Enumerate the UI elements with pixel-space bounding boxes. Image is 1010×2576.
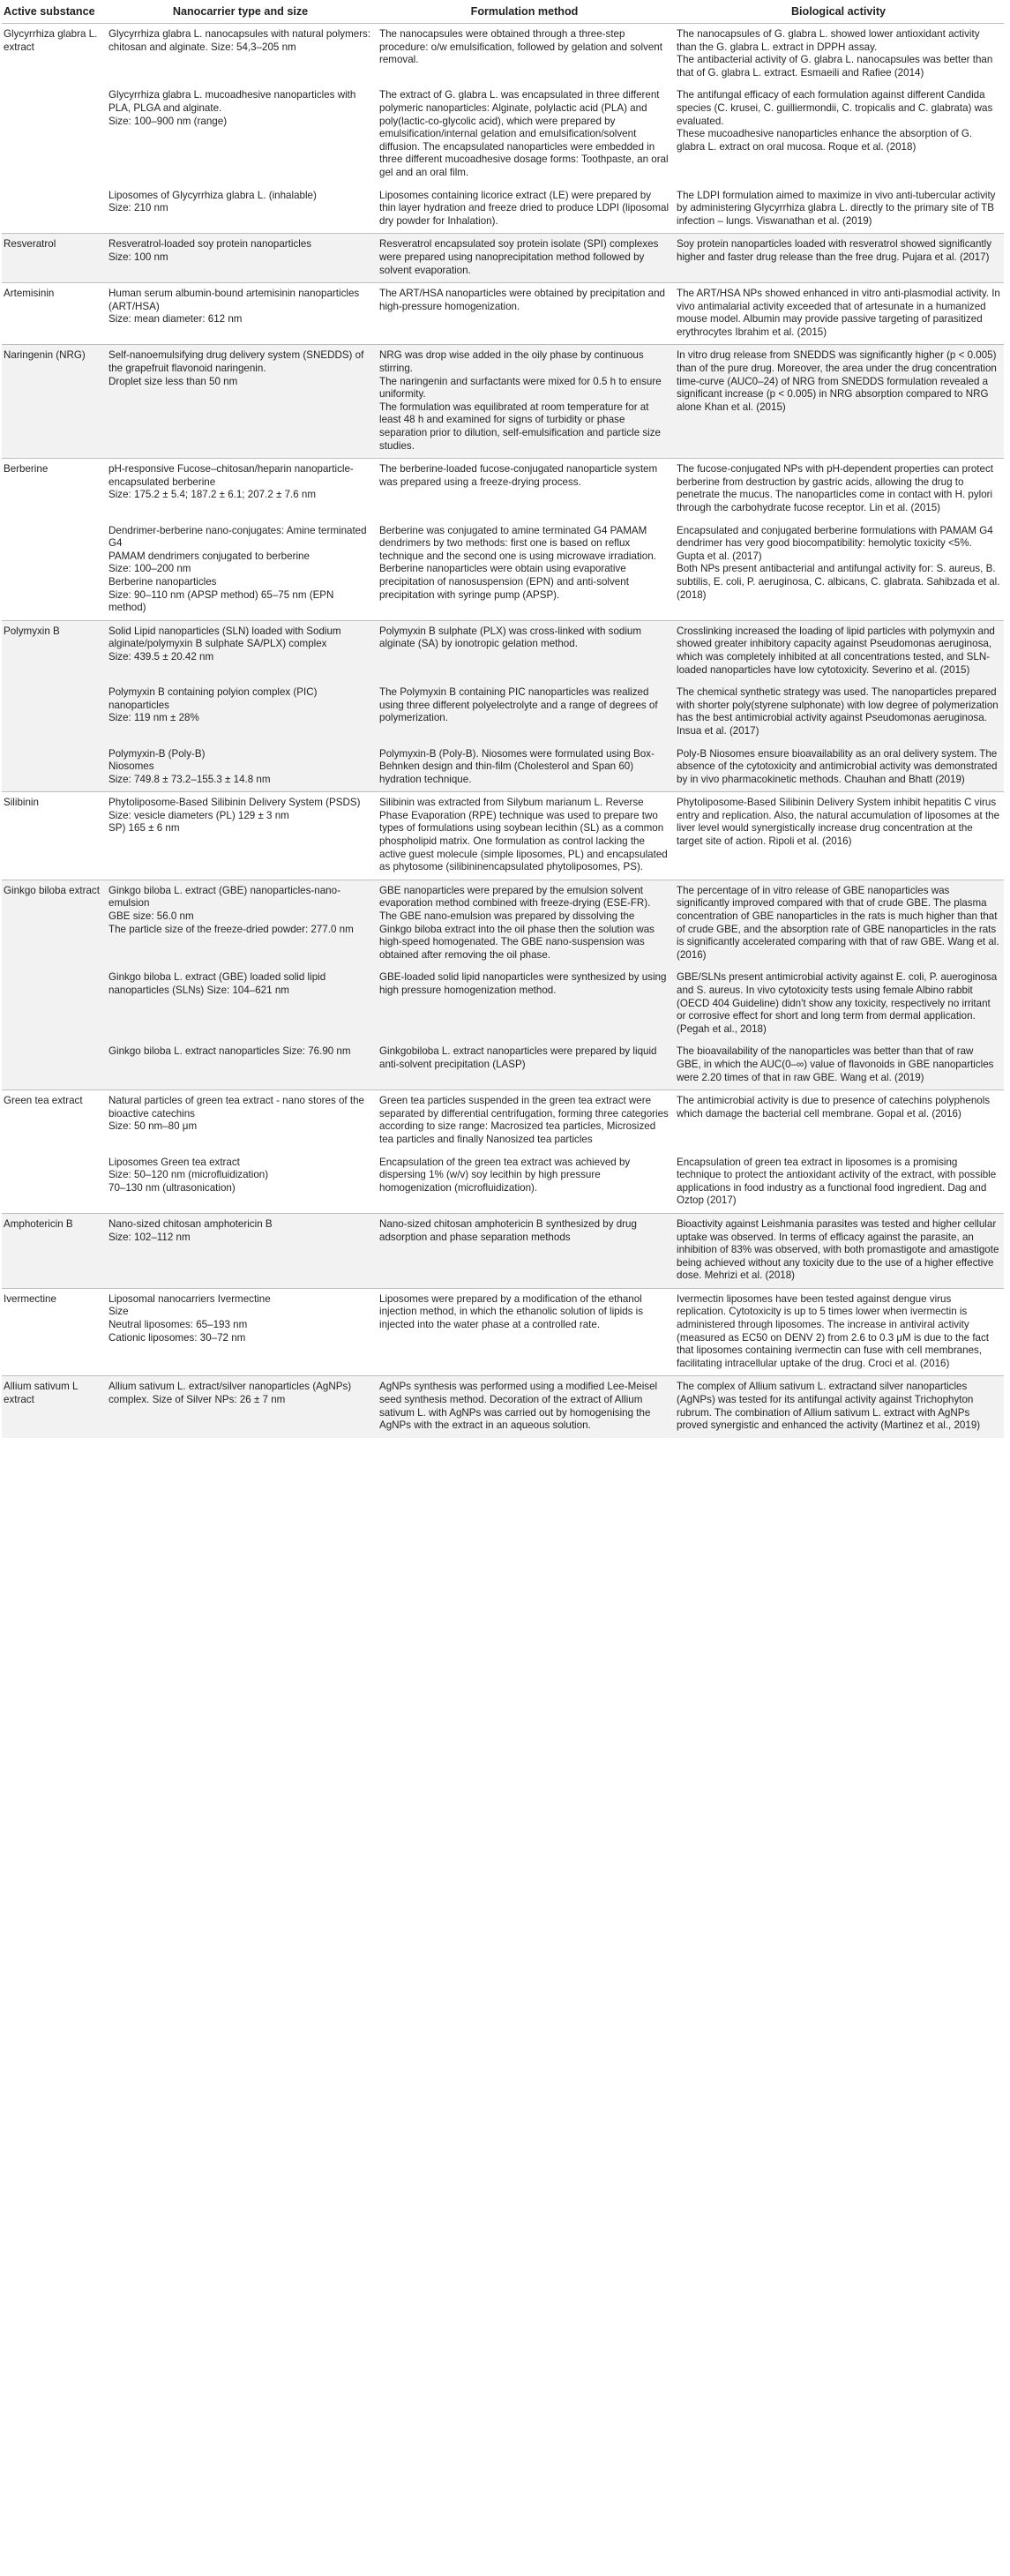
cell-paragraph: The antifungal efficacy of each formulation against different Candida species (C. krusei, C. guilliermondii, C. tropicalis and C. glabrata) was evaluated. — [677, 89, 993, 127]
table-body — [2, 24, 1004, 1438]
cell-nanocarrier — [105, 1213, 376, 1288]
cell-nanocarrier — [105, 792, 376, 880]
cell-paragraph: The antibacterial activity of G. glabra L. nanocapsules was better than that of G. glabra L. extract. Esmaeili and Rafiee (2014) — [677, 54, 993, 79]
cell-paragraph: The chemical synthetic strategy was used. The nanoparticles prepared with shorter poly(styrene sulphonate) with low degree of polymerization has the best antimicrobial activity against Pseudomonas aeruginosa. Insua et al. (2017) — [677, 686, 999, 737]
cell-biological-activity — [673, 880, 1004, 967]
cell-active-substance: Ivermectine — [2, 1288, 105, 1376]
cell-paragraph: Size: 50–120 nm (microfluidization) — [108, 1169, 269, 1181]
cell-formulation-method — [376, 1041, 673, 1090]
cell-paragraph: Allium sativum L. extract/silver nanoparticles (AgNPs) complex. Size of Silver NPs: 26 ± 7 nm — [108, 1381, 352, 1406]
cell-paragraph: The naringenin and surfactants were mixed for 0.5 h to ensure uniformity. — [379, 375, 662, 401]
table-row — [2, 1376, 1004, 1438]
cell-paragraph: The particle size of the freeze-dried powder: 277.0 nm — [108, 923, 354, 935]
header-row — [2, 0, 1004, 24]
cell-paragraph: Size: 50 nm–80 μm — [108, 1120, 198, 1133]
cell-formulation-method — [376, 880, 673, 967]
cell-paragraph: Resveratrol-loaded soy protein nanoparticles — [108, 238, 312, 251]
cell-paragraph: Poly-B Niosomes ensure bioavailability as an oral delivery system. The absence of the cytotoxicity and antimicrobial activity was demonstrated by in vivo pharmacokinetic methods. Chauhan and Bhatt (2019) — [677, 747, 998, 785]
cell-paragraph: The ART/HSA NPs showed enhanced in vitro anti-plasmodial activity. In vivo antimalarial activity exceeded that of artesunate in a humanized mouse model. Albumin may provide passive targeting of parasitized erythrocytes Ibrahim et al. (2015) — [677, 288, 1000, 338]
cell-nanocarrier — [105, 744, 376, 792]
cell-paragraph: Cationic liposomes: 30–72 nm — [108, 1331, 246, 1344]
table-row — [2, 744, 1004, 792]
cell-paragraph: Glycyrrhiza glabra L. nanocapsules with natural polymers: chitosan and alginate. Size: 54,3–205 nm — [108, 28, 371, 53]
cell-nanocarrier — [105, 880, 376, 967]
table-row — [2, 880, 1004, 967]
cell-paragraph: These mucoadhesive nanoparticles enhance the absorption of G. glabra L. extract on oral mucosa. Roque et al. (2018) — [677, 128, 973, 153]
cell-active-substance: Resveratrol — [2, 234, 105, 283]
cell-paragraph: The antimicrobial activity is due to presence of catechins polyphenols which damage the bacterial cell membrane. Gopal et al. (2016) — [677, 1095, 991, 1120]
cell-biological-activity — [673, 1090, 1004, 1152]
cell-paragraph: The bioavailability of the nanoparticles was better than that of raw GBE, in which the AUC(0–∞) value of flavonoids in GBE nanoparticles — [677, 1045, 994, 1070]
cell-active-substance: Allium sativum L extract — [2, 1376, 105, 1438]
table-row — [2, 345, 1004, 459]
cell-paragraph: separation prior to dilution, self-emulsification and particle size studies. — [379, 427, 661, 452]
cell-paragraph: The nanocapsules were obtained through a three-step procedure: o/w emulsification, followed by gelation and solvent removal. — [379, 28, 662, 66]
cell-paragraph: Liposomes containing licorice extract (LE) were prepared by thin layer hydration and freeze dried to produce LDPI (liposomal dry powder for Inhalation). — [379, 189, 670, 227]
cell-paragraph: The formulation was equilibrated at room temperature for at least 48 h and examined for signs of turbidity or phase — [379, 401, 649, 426]
cell-nanocarrier — [105, 85, 376, 184]
header-active-substance: Active substance — [2, 0, 105, 24]
cell-biological-activity — [673, 24, 1004, 86]
cell-paragraph: GBE/SLNs present antimicrobial activity against E. coli, P. aueroginosa and S. aureus. In vivo cytotoxicity tests using female Albino rabbit (OECD 404 Guideline) didn't show any toxicity, respectively no irritant or corrosive effect for short and long term from dermal application. (Pegah et al., 2018) — [677, 971, 998, 1035]
cell-paragraph: Neutral liposomes: 65–193 nm — [108, 1319, 248, 1331]
cell-paragraph: Green tea particles suspended in the green tea extract were separated by differential centrifugation, forming three categories according to size range: Macrosized tea particles, Microsized tea particles and finally Nanosized tea particles — [379, 1095, 669, 1145]
cell-active-substance — [2, 85, 105, 184]
table-row — [2, 185, 1004, 234]
cell-nanocarrier — [105, 1152, 376, 1214]
cell-paragraph: Size: 100–200 nm — [108, 563, 191, 575]
cell-paragraph: Size: 90–110 nm (APSP method) 65–75 nm (EPN method) — [108, 588, 334, 614]
cell-paragraph: Ginkgo biloba L. extract (GBE) nanoparticles-nano-emulsion — [108, 884, 340, 910]
cell-formulation-method — [376, 85, 673, 184]
cell-biological-activity — [673, 185, 1004, 234]
cell-paragraph: Droplet size less than 50 nm — [108, 375, 238, 387]
table-row — [2, 1288, 1004, 1376]
cell-paragraph: Resveratrol encapsulated soy protein isolate (SPI) complexes were prepared using nanoprecipitation method followed by solvent evaporation. — [379, 238, 659, 276]
cell-paragraph: The fucose-conjugated NPs with pH-dependent properties can protect berberine from destruction by gastric acids, allowing the drug to penetrate the mucus. The nanoparticles come in contact with H. pylori through the carbohydrate fucose receptor. Lin et al. (2015) — [677, 463, 993, 513]
cell-biological-activity — [673, 85, 1004, 184]
cell-paragraph: The LDPI formulation aimed to maximize in vivo anti-tubercular activity by administering Glycyrrhiza glabra L. directly to the primary site of TB infection – lungs. Viswanathan et al. (2019) — [677, 189, 996, 227]
cell-paragraph: Liposomes were prepared by a modification of the ethanol injection method, in which the ethanolic solution of lipids is injected into the water phase at a controlled rate. — [379, 1292, 644, 1331]
cell-paragraph: Liposomes of Glycyrrhiza glabra L. (inhalable) — [108, 189, 317, 201]
cell-paragraph: Polymyxin B sulphate (PLX) was cross-linked with sodium alginate (SA) by ionotropic gelation method. — [379, 625, 642, 650]
cell-active-substance — [2, 1041, 105, 1090]
cell-formulation-method — [376, 1213, 673, 1288]
cell-nanocarrier — [105, 682, 376, 743]
cell-paragraph: Encapsulated and conjugated berberine formulations with PAMAM G4 dendrimer has very good biocompatibility: hemolytic toxicity <5%. Gupta et al. (2017) — [677, 524, 993, 562]
cell-paragraph: Polymyxin B containing polyion complex (PIC) nanoparticles — [108, 686, 318, 711]
table-row — [2, 792, 1004, 880]
cell-paragraph: Encapsulation of the green tea extract was achieved by dispersing 1% (w/v) soy lecithin by high pressure homogenization (microfluidization). — [379, 1156, 631, 1194]
cell-biological-activity — [673, 1041, 1004, 1090]
table-row — [2, 459, 1004, 520]
cell-paragraph: The percentage of in vitro release of GBE nanoparticles was significantly improved compared with that of crude GBE. The plasma concentration of GBE nanoparticles in the rats is much higher than that of crude GBE, and the absorption rate of GBE nanoparticles in the rats is significantly accelerated comparing with that of raw GBE. Wang et al. (2016) — [677, 884, 999, 961]
cell-active-substance: Naringenin (NRG) — [2, 345, 105, 459]
cell-formulation-method — [376, 620, 673, 682]
cell-paragraph: The Polymyxin B containing PIC nanoparticles was realized using three different polyelectrolyte and a range of degrees of polymerization. — [379, 686, 658, 724]
cell-nanocarrier — [105, 283, 376, 345]
cell-paragraph: Polymyxin-B (Poly-B) — [108, 747, 206, 760]
cell-paragraph: Silibinin was extracted from Silybum marianum L. Reverse Phase Evaporation (RPE) technique was used to prepare two types of formulations using soybean lecithin (SL) as a common phospholipid matrix. One formulation as control lacking the active guest molecule (simple liposomes, PL) and encapsulated as phytosome (silibininencapsulated phytoliposomes, PS). — [379, 797, 668, 873]
cell-nanocarrier — [105, 520, 376, 621]
cell-biological-activity — [673, 1376, 1004, 1438]
cell-paragraph: Self-nanoemulsifying drug delivery system (SNEDDS) of the grapefruit flavonoid naringenin. — [108, 349, 364, 375]
cell-nanocarrier — [105, 620, 376, 682]
cell-active-substance: Green tea extract — [2, 1090, 105, 1152]
cell-biological-activity — [673, 1152, 1004, 1214]
cell-formulation-method — [376, 792, 673, 880]
cell-active-substance — [2, 520, 105, 621]
cell-paragraph: AgNPs synthesis was performed using a modified Lee-Meisel seed synthesis method. Decoration of the extract of Allium sativum L. with AgNPs was carried out by homogenising the AgNPs with the extract in an aqueous solution. — [379, 1381, 658, 1432]
cell-nanocarrier — [105, 1376, 376, 1438]
cell-paragraph: were 2.20 times of that in raw GBE. Wang et al. (2019) — [677, 1071, 924, 1083]
table-row — [2, 1152, 1004, 1214]
cell-nanocarrier — [105, 459, 376, 520]
cell-formulation-method — [376, 345, 673, 459]
cell-paragraph: Size: 102–112 nm — [108, 1231, 191, 1243]
cell-biological-activity — [673, 459, 1004, 520]
cell-active-substance — [2, 967, 105, 1041]
cell-paragraph: PAMAM dendrimers conjugated to berberine — [108, 550, 310, 562]
cell-paragraph: Phytoliposome-Based Silibinin Delivery System (PSDS) — [108, 797, 361, 809]
cell-active-substance: Artemisinin — [2, 283, 105, 345]
cell-paragraph: GBE size: 56.0 nm — [108, 910, 194, 923]
cell-paragraph: Both NPs present antibacterial and antifungal activity for: S. aureus, B. subtilis, E. coli, P. aeruginosa, C. albicans, C. glabrata. Sahibzada et al. (2018) — [677, 563, 1000, 601]
cell-formulation-method — [376, 459, 673, 520]
cell-paragraph: GBE nanoparticles were prepared by the emulsion solvent evaporation method combined with freeze-drying (ESE-FR). The GBE nano-emulsion was prepared by dissolving the Ginkgo biloba extract into the oil phase then the solution was high-speed homogenated. The GBE nano-suspension was obtained after removing the oil phase. — [379, 884, 655, 961]
cell-paragraph: Size: vesicle diameters (PL) 129 ± 3 nm — [108, 809, 289, 821]
cell-paragraph: Size: 439.5 ± 20.42 nm — [108, 650, 214, 663]
cell-active-substance — [2, 744, 105, 792]
cell-formulation-method — [376, 234, 673, 283]
table-row — [2, 24, 1004, 86]
cell-active-substance: Glycyrrhiza glabra L. extract — [2, 24, 105, 86]
cell-paragraph: Size: 100 nm — [108, 251, 168, 263]
cell-paragraph: Bioactivity against Leishmania parasites was tested and higher cellular uptake was observed. In terms of efficacy against the parasite, an inhibition of 83% was observed, with both promastigote and amastigote being achieved without any toxicity due to the use of a higher effective dose. Mehrizi et al. (2018) — [677, 1217, 999, 1282]
cell-active-substance: Ginkgo biloba extract — [2, 880, 105, 967]
cell-paragraph: Size: 210 nm — [108, 202, 168, 214]
cell-formulation-method — [376, 744, 673, 792]
cell-paragraph: Liposomal nanocarriers Ivermectine — [108, 1292, 271, 1305]
cell-paragraph: pH-responsive Fucose–chitosan/heparin nanoparticle-encapsulated berberine — [108, 463, 354, 488]
cell-paragraph: The ART/HSA nanoparticles were obtained by precipitation and high-pressure homogenization. — [379, 288, 665, 312]
table-row — [2, 234, 1004, 283]
cell-active-substance — [2, 682, 105, 743]
cell-active-substance — [2, 1152, 105, 1214]
cell-paragraph: Phytoliposome-Based Silibinin Delivery System inhibit hepatitis C virus entry and replication. Also, the natural accumulation of liposomes at the liver level would synergistically increase drug concentration at the target site of action. Ripoli et al. (2016) — [677, 797, 1000, 848]
cell-paragraph: NRG was drop wise added in the oily phase by continuous stirring. — [379, 349, 644, 375]
cell-paragraph: Size: 119 nm ± 28% — [108, 712, 199, 724]
cell-biological-activity — [673, 967, 1004, 1041]
nanocarrier-table — [2, 0, 1004, 1438]
cell-biological-activity — [673, 620, 1004, 682]
cell-paragraph: Ginkgobiloba L. extract nanoparticles were prepared by liquid anti-solvent precipitation (LASP) — [379, 1045, 657, 1070]
cell-paragraph: Ginkgo biloba L. extract nanoparticles Size: 76.90 nm — [108, 1045, 351, 1058]
cell-formulation-method — [376, 682, 673, 743]
header-formulation-method: Formulation method — [376, 0, 673, 24]
cell-formulation-method — [376, 967, 673, 1041]
cell-formulation-method — [376, 185, 673, 234]
cell-nanocarrier — [105, 185, 376, 234]
table-row — [2, 85, 1004, 184]
cell-paragraph: GBE-loaded solid lipid nanoparticles were synthesized by using high pressure homogenization method. — [379, 971, 667, 996]
cell-paragraph: Ivermectin liposomes have been tested against dengue virus replication. Cytotoxicity is up to 5 times lower when ivermectin is administered through liposomes. The increase in antiviral activity (measured as EC50 on DENV 2) from 2.6 to 0.3 μM is due to the fact that liposomes containing ivermectin can fuse with cell membranes, facilitating intracellular uptake of the drug. Croci et al. (2016) — [677, 1292, 990, 1369]
table-row — [2, 620, 1004, 682]
cell-nanocarrier — [105, 345, 376, 459]
cell-formulation-method — [376, 283, 673, 345]
cell-paragraph: Natural particles of green tea extract - nano stores of the bioactive catechins — [108, 1095, 364, 1120]
cell-formulation-method — [376, 1152, 673, 1214]
cell-paragraph: Nano-sized chitosan amphotericin B — [108, 1217, 273, 1230]
cell-paragraph: Berberine nanoparticles — [108, 575, 217, 588]
table-row — [2, 1090, 1004, 1152]
cell-biological-activity — [673, 1288, 1004, 1376]
cell-formulation-method — [376, 1090, 673, 1152]
cell-nanocarrier — [105, 24, 376, 86]
table-row — [2, 967, 1004, 1041]
cell-paragraph: Human serum albumin-bound artemisinin nanoparticles (ART/HSA) — [108, 288, 360, 312]
cell-paragraph: Niosomes — [108, 760, 154, 773]
cell-paragraph: Soy protein nanoparticles loaded with resveratrol showed significantly higher and faster drug release than the free drug. Pujara et al. (2017) — [677, 238, 992, 263]
cell-paragraph: SP) 165 ± 6 nm — [108, 822, 180, 835]
cell-biological-activity — [673, 283, 1004, 345]
table-row — [2, 1041, 1004, 1090]
cell-paragraph: Liposomes Green tea extract — [108, 1156, 240, 1168]
cell-biological-activity — [673, 1213, 1004, 1288]
cell-paragraph: The berberine-loaded fucose-conjugated nanoparticle system was prepared using a freeze-drying process. — [379, 463, 658, 488]
cell-biological-activity — [673, 234, 1004, 283]
cell-paragraph: Size: 100–900 nm (range) — [108, 115, 228, 127]
cell-paragraph: Ginkgo biloba L. extract (GBE) loaded solid lipid nanoparticles (SLNs) Size: 104–621 nm — [108, 971, 326, 996]
table-row — [2, 520, 1004, 621]
cell-nanocarrier — [105, 1041, 376, 1090]
cell-biological-activity — [673, 792, 1004, 880]
cell-biological-activity — [673, 345, 1004, 459]
cell-paragraph: Size: 749.8 ± 73.2–155.3 ± 14.8 nm — [108, 773, 271, 785]
cell-paragraph: Encapsulation of green tea extract in liposomes is a promising technique to protect the antioxidant activity of the extract, with possible applications in food industry as a functional food ingredient. Dag and Oztop (2017) — [677, 1156, 997, 1207]
cell-paragraph: Size — [108, 1306, 129, 1318]
cell-nanocarrier — [105, 1288, 376, 1376]
cell-formulation-method — [376, 520, 673, 621]
cell-biological-activity — [673, 520, 1004, 621]
cell-paragraph: The extract of G. glabra L. was encapsulated in three different polymeric nanoparticles: Alginate, polylactic acid (PLA) and poly(lactic-co-glycolic acid), which were prepared by emulsification/internal gelation and emulsification/solvent diffusion. The encapsulated nanoparticles were embedded in three different mucoadhesive dosage forms: Toothpaste, an oral gel and an oral film. — [379, 89, 669, 178]
cell-active-substance: Silibinin — [2, 792, 105, 880]
cell-paragraph: Berberine was conjugated to amine terminated G4 PAMAM dendrimers by two methods: first one is based on reflux technique and the second one is using microwave irradiation. — [379, 524, 656, 562]
cell-paragraph: 70–130 nm (ultrasonication) — [108, 1181, 236, 1194]
cell-paragraph: Dendrimer-berberine nano-conjugates: Amine terminated G4 — [108, 524, 367, 550]
cell-nanocarrier — [105, 234, 376, 283]
cell-paragraph: The complex of Allium sativum L. extractand silver nanoparticles (AgNPs) was tested for its antifungal activity against Trichophyton rubrum. The combination of Allium sativum L. extract with AgNPs proved synergistic and enhanced the activity (Martinez et al., 2019) — [677, 1381, 981, 1432]
cell-formulation-method — [376, 1376, 673, 1438]
cell-paragraph: The nanocapsules of G. glabra L. showed lower antioxidant activity than the G. glabra L. extract in DPPH assay. — [677, 28, 980, 53]
header-nanocarrier: Nanocarrier type and size — [105, 0, 376, 24]
cell-paragraph: Size: mean diameter: 612 nm — [108, 313, 243, 326]
cell-nanocarrier — [105, 967, 376, 1041]
table-row — [2, 283, 1004, 345]
cell-formulation-method — [376, 1288, 673, 1376]
cell-biological-activity — [673, 682, 1004, 743]
cell-paragraph: Polymyxin-B (Poly-B). Niosomes were formulated using Box-Behnken design and thin-film (Cholesterol and Span 60) hydration technique. — [379, 747, 655, 785]
cell-paragraph: Crosslinking increased the loading of lipid particles with polymyxin and showed greater inhibitory capacity against Pseudomonas aeruginosa, which was completely inhibited at all concentrations tested, and SLN-loaded nanoparticles have low cytotoxicity. Severino et al. (2015) — [677, 625, 995, 676]
cell-paragraph: Nano-sized chitosan amphotericin B synthesized by drug adsorption and phase separation methods — [379, 1217, 637, 1243]
cell-active-substance — [2, 185, 105, 234]
cell-active-substance: Polymyxin B — [2, 620, 105, 682]
table-row — [2, 1213, 1004, 1288]
header-biological-activity: Biological activity — [673, 0, 1004, 24]
cell-active-substance: Berberine — [2, 459, 105, 520]
cell-paragraph: Size: 175.2 ± 5.4; 187.2 ± 6.1; 207.2 ± 7.6 nm — [108, 489, 317, 501]
cell-biological-activity — [673, 744, 1004, 792]
cell-formulation-method — [376, 24, 673, 86]
cell-active-substance: Amphotericin B — [2, 1213, 105, 1288]
cell-paragraph: In vitro drug release from SNEDDS was significantly higher (p < 0.005) than of the pure drug. Moreover, the area under the drug concentration time-curve (AUC0–24) of NRG from SNEDDS formulation revealed a significant increase (p < 0.005) in NRG absorption compared to NRG alone Khan et al. (2015) — [677, 349, 997, 413]
cell-paragraph: Berberine nanoparticles were obtain using evaporative precipitation of nanosuspension (EPN) and anti-solvent precipitation with syringe pump (APSP). — [379, 563, 629, 601]
table-row — [2, 682, 1004, 743]
cell-nanocarrier — [105, 1090, 376, 1152]
cell-paragraph: Glycyrrhiza glabra L. mucoadhesive nanoparticles with PLA, PLGA and alginate. — [108, 89, 356, 114]
cell-paragraph: Solid Lipid nanoparticles (SLN) loaded with Sodium alginate/polymyxin B sulphate SA/PLX) complex — [108, 625, 341, 650]
